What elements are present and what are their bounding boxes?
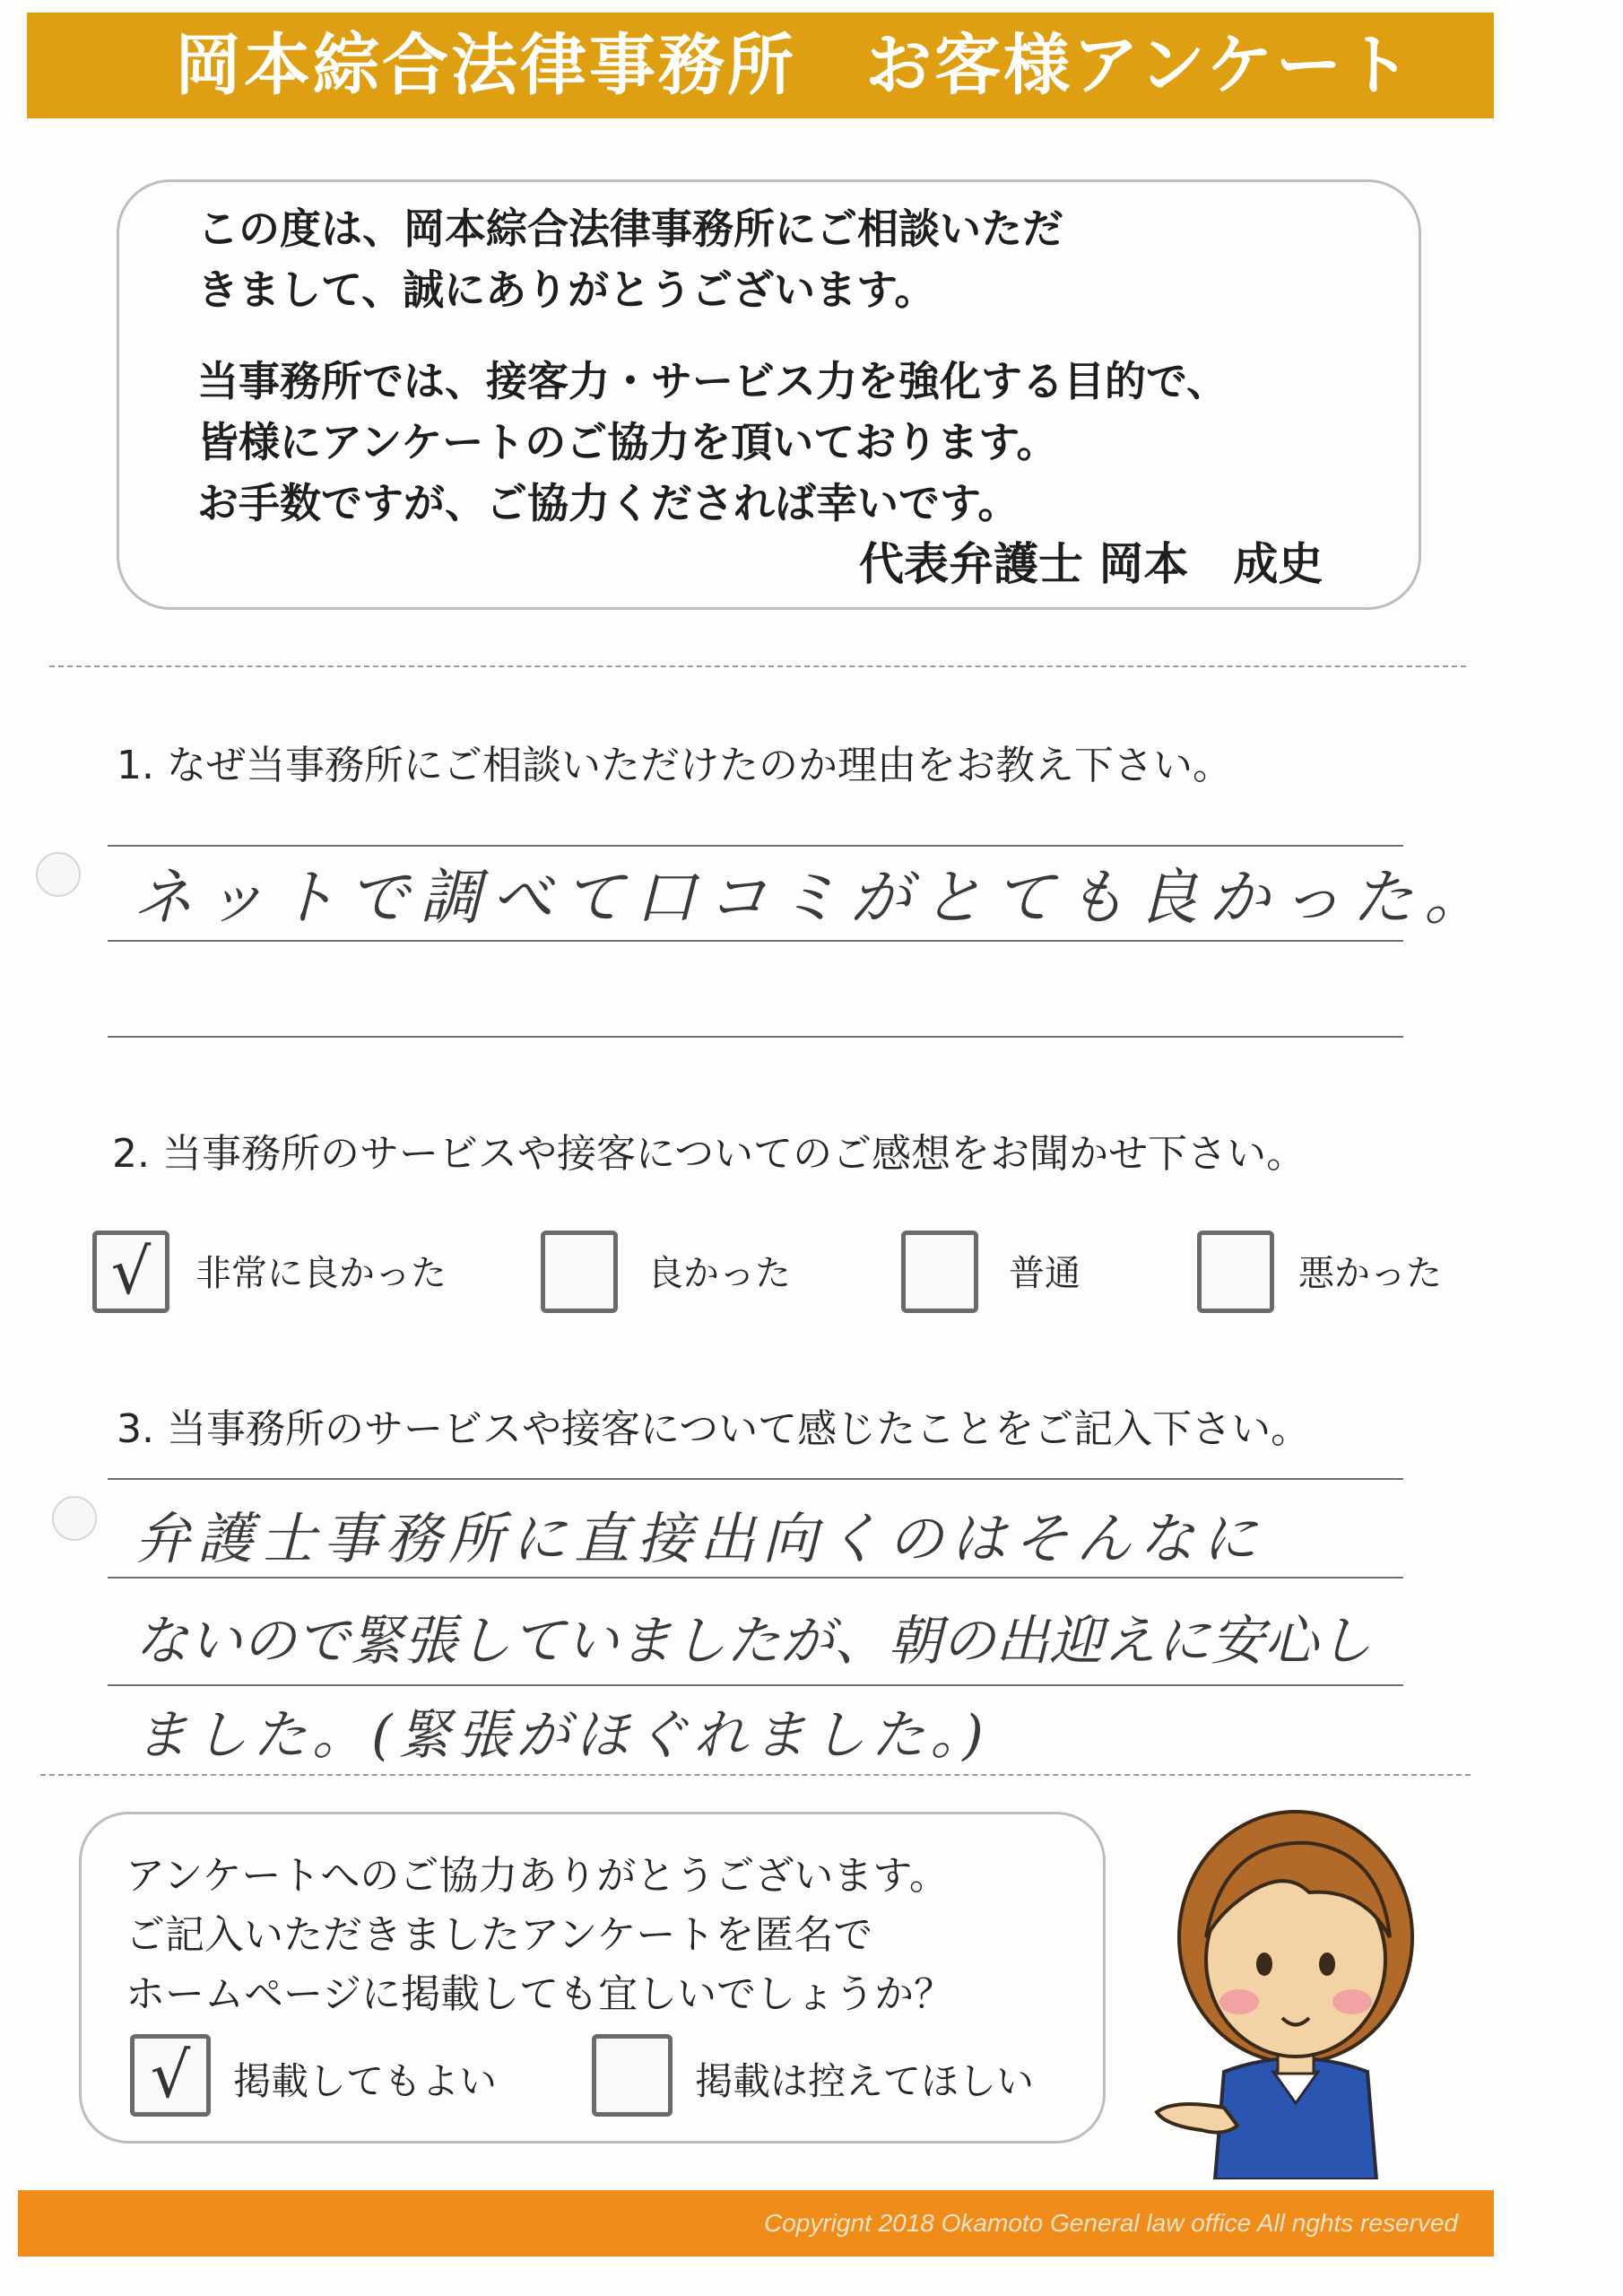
option-label-very-good: 非常に良かった [195, 1253, 447, 1294]
answer-3-line-1: 弁護士事務所に直接出向くのはそんなに [135, 1506, 1265, 1571]
mascot-woman-icon [1139, 1803, 1453, 2179]
intro-line: お手数ですが、ご協力くだされば幸いです。 [197, 479, 1020, 527]
check-mark-icon: √ [110, 1235, 152, 1309]
option-label-bad: 悪かった [1298, 1253, 1442, 1294]
consent-line: ご記入いただきましたアンケートを匿名で [126, 1912, 873, 1958]
answer-line [108, 1478, 1403, 1480]
option-label-normal: 普通 [1009, 1253, 1081, 1294]
footer-bar [18, 2190, 1494, 2257]
question-2: 2. 当事務所のサービスや接客についてのご感想をお聞かせ下さい。 [112, 1131, 1306, 1177]
intro-line: 皆様にアンケートのご協力を頂いております。 [197, 418, 1058, 466]
question-3: 3. 当事務所のサービスや接客について感じたことをご記入下さい。 [117, 1406, 1311, 1452]
answer-1-handwriting: ネットで調べて口コミがとても良かった。 [133, 863, 1497, 934]
answer-line [108, 1036, 1403, 1038]
punch-hole [36, 852, 81, 897]
option-label-publish-no: 掲載は控えてほしい [695, 2059, 1035, 2103]
answer-line [108, 1577, 1403, 1578]
page-title: 岡本綜合法律事務所 お客様アンケート [175, 27, 1414, 104]
checkbox-very-good[interactable] [92, 1231, 169, 1313]
answer-3-line-2: ないので緊張していましたが、朝の出迎えに安心し [135, 1610, 1372, 1673]
check-mark-icon: √ [150, 2039, 191, 2112]
consent-line: アンケートへのご協力ありがとうございます。 [126, 1853, 949, 1899]
consent-line: ホームページに掲載しても宜しいでしょうか？ [126, 1971, 954, 2017]
intro-line: きまして、誠にありがとうございます。 [197, 265, 936, 314]
checkbox-bad[interactable] [1197, 1231, 1274, 1313]
header-bar [27, 13, 1494, 118]
copyright-text: Copyrignt 2018 Okamoto General law office All nghts reserved [763, 2209, 1458, 2237]
signature: 代表弁護士 岡本 成史 [859, 538, 1324, 590]
answer-line [108, 1684, 1403, 1686]
option-label-publish-ok: 掲載してもよい [233, 2059, 498, 2103]
answer-line [108, 940, 1403, 942]
answer-line [108, 845, 1403, 847]
intro-line: この度は、岡本綜合法律事務所にご相談いただ [197, 204, 1063, 253]
intro-line: 当事務所では、接客力・サービス力を強化する目的で、 [197, 357, 1228, 405]
punch-hole [52, 1496, 97, 1541]
checkbox-publish-ok[interactable] [130, 2034, 211, 2117]
checkbox-good[interactable] [541, 1231, 618, 1313]
section-divider [40, 1774, 1471, 1776]
answer-3-line-3: ました。(緊張がほぐれました。) [135, 1704, 989, 1767]
question-1: 1. なぜ当事務所にご相談いただけたのか理由をお教え下さい。 [117, 743, 1232, 788]
checkbox-publish-no[interactable] [592, 2034, 673, 2117]
checkbox-normal[interactable] [901, 1231, 978, 1313]
section-divider [49, 665, 1466, 667]
option-label-good: 良かった [647, 1253, 791, 1294]
